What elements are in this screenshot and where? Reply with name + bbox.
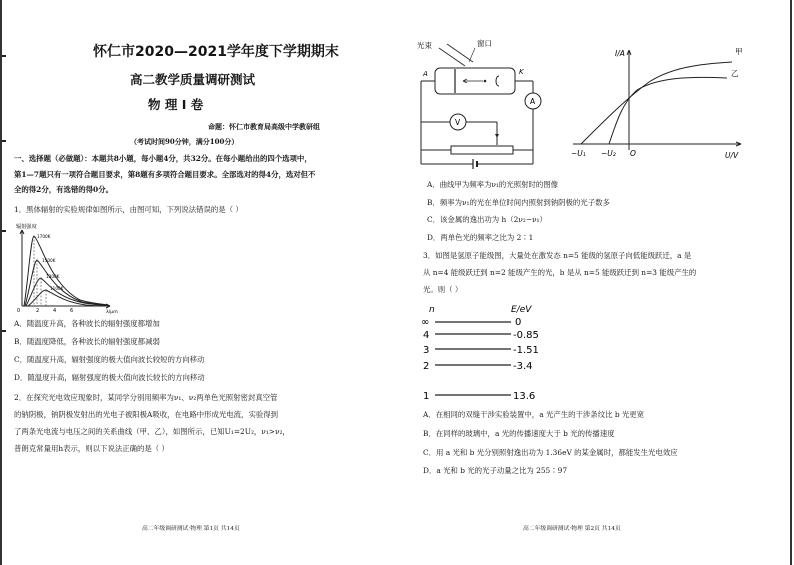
graph-x-tick: 6 [70, 308, 74, 314]
level-header-e: E/eV [511, 305, 532, 315]
curve-jia [581, 62, 732, 144]
graph-y-label: 辐射强度 [16, 224, 37, 230]
window-label: 窗口 [477, 39, 492, 48]
q3-option-d: D．a 光和 b 光的光子动量之比为 255∶97 [423, 466, 568, 475]
q2-line: 2．在探究光电效应现象时，某同学分别用频率为ν₁、ν₂两单色光照射密封真空管 [14, 393, 278, 402]
q2-option-c: C．该金属的逸出功为 h（2ν₂−ν₁） [427, 215, 547, 224]
curve-label-1500k: 1500K [42, 258, 56, 263]
graph-x-label: U/V [725, 151, 739, 160]
curve-yi [609, 77, 727, 144]
level-e: 0 [515, 317, 522, 328]
graph-origin: 0 [17, 308, 21, 314]
q2-option-a: A．曲线甲为频率为ν₁的光照射时的图像 [427, 180, 559, 189]
level-e: -1.51 [513, 345, 539, 356]
author-line: 命题：怀仁市教育局高级中学教研组 [208, 122, 320, 131]
curve-1500k [25, 260, 108, 306]
curve-1300k [26, 278, 108, 306]
q3-option-c: C．用 a 光和 b 光分别照射逸出功为 1.36eV 的某金属时，都能发生光电效应 [423, 448, 678, 457]
light-beam-label: 光束 [417, 41, 432, 50]
q3-line: 光。则（ ） [423, 285, 463, 294]
q1-option-c: C．随温度升高，辐射强度的极大值向波长较短的方向移动 [14, 355, 205, 364]
q1-option-d: D．随温度升高，辐射强度的极大值向波长较长的方向移动 [14, 373, 205, 382]
q2-option-b: B．频率为ν₁的光在单位时间内照射到钠阴极的光子数多 [427, 198, 610, 207]
q2-line: 了两条光电流与电压之间的关系曲线（甲、乙），如图所示，已知U₁=2U₂，ν₁>ν₂， [14, 427, 290, 436]
exam-page-2 [397, 0, 794, 565]
curve-jia-label: 甲 [735, 47, 743, 56]
hydrogen-energy-level-diagram [419, 300, 569, 402]
level-e: -0.85 [513, 330, 539, 341]
current-voltage-graph [557, 40, 747, 162]
level-header-n: n [429, 305, 435, 315]
u2-label: −U₂ [601, 149, 616, 158]
section1-line: 第1—7题只有一项符合题目要求，第8题有多项符合题目要求。全部选对的得4分，选对但不 [14, 170, 316, 179]
level-e: 13.6 [513, 391, 536, 402]
graph-origin: O [630, 149, 636, 158]
curve-label-1300k: 1300K [46, 274, 60, 279]
exam-time-info: （考试时间90分钟，满分100分） [130, 137, 239, 146]
ammeter-label: A [530, 97, 536, 106]
cathode-label: K [519, 68, 524, 76]
graph-x-tick: 4 [53, 308, 57, 314]
q2-line: 普朗克常量用h表示，则以下说法正确的是（ ） [14, 444, 169, 453]
level-n: 3 [423, 345, 430, 356]
exam-subtitle: 高二教学质量调研测试 [130, 72, 256, 87]
section1-line: 一、选择题（必做题）：本题共8小题，每小题4分，共32分。在每小题给出的四个选项中， [14, 154, 312, 163]
q2-option-d: D．两单色光的频率之比为 2∶1 [427, 233, 534, 242]
q3-line: 从 n=4 能级跃迁到 n=2 能级产生的光，b 是从 n=5 能级跃迁到 n=3 能级产生的 [423, 268, 697, 277]
photoelectric-circuit-diagram [417, 38, 552, 170]
q1-option-b: B．随温度降低，各种波长的辐射强度都减弱 [14, 337, 160, 346]
blackbody-radiation-graph [10, 222, 120, 314]
graph-x-tick: 2 [36, 308, 40, 314]
section1-line: 全的得2分，有选错的得0分。 [14, 185, 113, 194]
u1-label: −U₁ [571, 149, 586, 158]
q2-line: 的钠阴极，钠阴极发射出的光电子被阳极A吸收，在电路中形成光电流，实验得到 [14, 410, 279, 419]
q3-option-a: A．在相同的双缝干涉实验装置中，a 光产生的干涉条纹比 b 光更宽 [423, 410, 645, 419]
page-footer: 高二年级调研测试·物理 第2页 共14页 [523, 526, 621, 532]
level-e: -3.4 [513, 361, 533, 372]
q1-stem: 1．黑体辐射的实验规律如图所示，由图可知，下列说法错误的是（ ） [14, 205, 243, 214]
level-n: 4 [423, 330, 430, 341]
anode-label: A [423, 70, 428, 78]
q3-line: 3．如图是氢原子能级图，大量处在激发态 n=5 能级的氢原子向低能级跃迁，a 是 [423, 251, 692, 260]
curve-yi-label: 乙 [731, 69, 739, 78]
q3-option-b: B．在同样的玻璃中，a 光的传播速度大于 b 光的传播速度 [423, 429, 615, 438]
curve-1700k [24, 236, 108, 306]
graph-y-label: I/A [615, 49, 625, 58]
q1-option-a: A．随温度升高，各种波长的辐射强度都增加 [14, 319, 160, 328]
level-n: 2 [423, 361, 430, 372]
exam-title: 怀仁市2020—2021学年度下学期期末 [93, 44, 339, 60]
subject-title: 物 理 Ⅰ 卷 [148, 97, 204, 112]
graph-x-label: λ/μm [106, 310, 118, 314]
curve-label-1100k: 1100K [50, 286, 64, 291]
curve-label-1700k: 1700K [37, 234, 51, 239]
voltmeter-label: V [455, 118, 461, 127]
level-n: ∞ [421, 317, 430, 328]
page-footer: 高二年级调研测试·物理 第1页 共14页 [142, 526, 240, 532]
level-n: 1 [423, 391, 430, 402]
